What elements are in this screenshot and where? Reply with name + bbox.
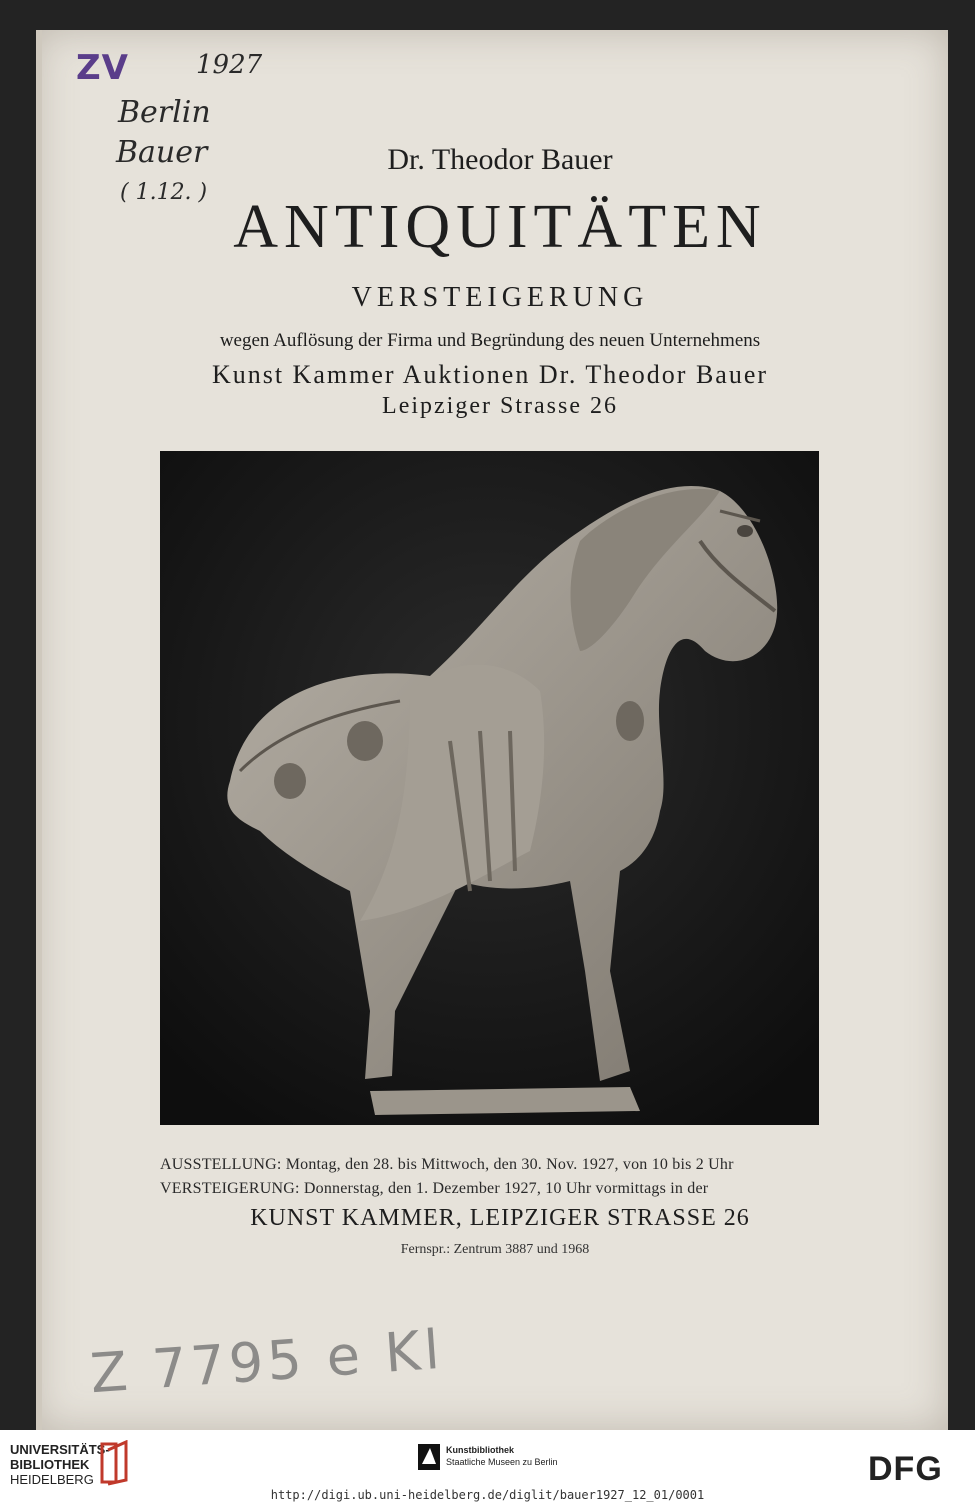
auction-reason: wegen Auflösung der Firma und Begründung des neuen Unternehmens	[219, 330, 761, 351]
tang-horse-illustration	[160, 451, 819, 1125]
firm-address: Leipziger Strasse 26	[382, 393, 618, 419]
page-binding-edge	[36, 30, 42, 1430]
horse-figure-photo	[160, 451, 819, 1125]
kunstbibliothek-logo[interactable]	[446, 1444, 558, 1468]
handwritten-shelfmark: Z 7795 e Kl	[88, 1317, 446, 1406]
dfg-logo[interactable]: DFG	[868, 1450, 943, 1488]
page-title: ANTIQUITÄTEN	[233, 193, 767, 261]
permalink-url[interactable]: http://digi.ub.uni-heidelberg.de/diglit/bauer1927_12_01/0001	[270, 1488, 705, 1502]
handwritten-city: Berlin	[118, 95, 211, 130]
firm-name: Kunst Kammer Auktionen Dr. Theodor Bauer	[211, 360, 769, 389]
ub-emblem-icon	[98, 1440, 132, 1486]
ub-logo-line3: HEIDELBERG	[10, 1472, 94, 1487]
handwritten-date: ( 1.12. )	[120, 180, 208, 205]
handwritten-name: Bauer	[116, 135, 208, 170]
auction-date: VERSTEIGERUNG: Donnerstag, den 1. Dezember 1927, 10 Uhr vormittags in der	[160, 1180, 709, 1197]
ub-logo-line2: BIBLIOTHEK	[10, 1457, 90, 1472]
zv-stamp: ZV	[76, 48, 129, 88]
kunstbibliothek-name: Kunstbibliothek	[446, 1445, 514, 1455]
kunstbibliothek-subtitle: Staatliche Museen zu Berlin	[446, 1457, 558, 1467]
kunstbibliothek-emblem-icon	[418, 1444, 440, 1470]
subtitle: VERSTEIGERUNG	[351, 282, 649, 313]
handwritten-year: 1927	[196, 50, 263, 80]
ub-logo-line1: UNIVERSITÄTS-	[10, 1442, 110, 1457]
auction-venue: KUNST KAMMER, LEIPZIGER STRASSE 26	[250, 1205, 750, 1231]
ub-heidelberg-logo[interactable]	[10, 1442, 110, 1487]
digitization-footer	[0, 1430, 975, 1505]
author-name: Dr. Theodor Bauer	[387, 143, 613, 176]
phone-numbers: Fernspr.: Zentrum 3887 und 1968	[400, 1242, 590, 1257]
exhibition-dates: AUSSTELLUNG: Montag, den 28. bis Mittwoch, den 30. Nov. 1927, von 10 bis 2 Uhr	[160, 1156, 734, 1173]
